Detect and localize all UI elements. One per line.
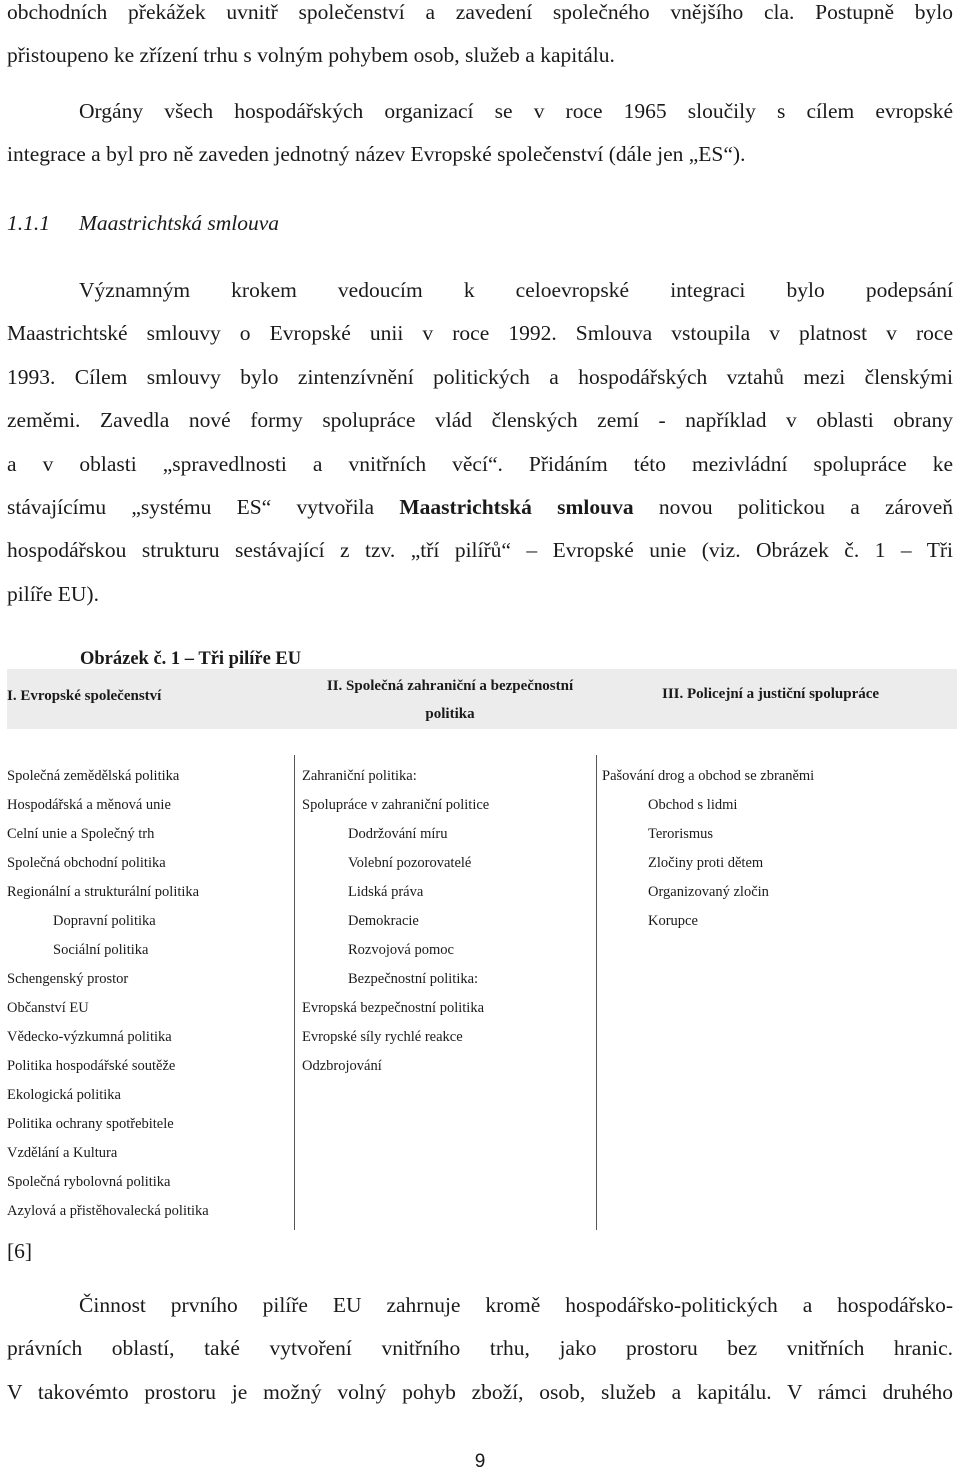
list-item: Občanství EU — [7, 1000, 89, 1016]
list-item: Sociální politika — [53, 942, 149, 958]
bold-term: Maastrichtská smlouva — [399, 495, 634, 520]
text-line: hospodářskou strukturu sestávající z tzv. „tří pilířů“ – Evropské unie (viz. Obrázek č. 1 – Tři — [7, 538, 953, 563]
list-item: Společná zemědělská politika — [7, 768, 180, 784]
list-item: Dopravní politika — [53, 913, 156, 929]
text-line: zeměmi. Zavedla nové formy spolupráce vlád členských zemí - například v oblasti obrany — [7, 408, 953, 433]
list-item: Azylová a přistěhovalecká politika — [7, 1203, 209, 1219]
pillar-header — [7, 669, 957, 729]
text-line: integrace a byl pro ně zaveden jednotný název Evropské společenství (dále jen „ES“). — [7, 142, 746, 167]
list-item: Spolupráce v zahraniční politice — [302, 797, 490, 813]
list-item: Demokracie — [348, 913, 419, 929]
pillar2-list — [302, 762, 489, 1081]
paragraph-maastricht — [7, 269, 953, 616]
list-item: Hospodářská a měnová unie — [7, 797, 171, 813]
list-item: Vědecko-výzkumná politika — [7, 1029, 172, 1045]
text-line: Významným krokem vedoucím k celoevropské integraci bylo podepsání — [79, 278, 953, 302]
pillar3-list — [602, 762, 814, 936]
text-line: Orgány všech hospodářských organizací se v roce 1965 sloučily s cílem evropské — [79, 99, 953, 123]
list-item: Rozvojová pomoc — [348, 942, 454, 958]
figure-caption: Obrázek č. 1 – Tři pilíře EU — [80, 649, 302, 669]
list-item: Bezpečnostní politika: — [348, 971, 479, 987]
text-line: přistoupeno ke zřízení trhu s volným pohybem osob, služeb a kapitálu. — [7, 43, 615, 68]
pillar2-title: II. Společná zahraniční a bezpečnostní politika — [326, 678, 574, 722]
column-divider — [596, 755, 597, 1230]
list-item: Zahraniční politika: — [302, 768, 417, 784]
list-item: Politika ochrany spotřebitele — [7, 1116, 174, 1132]
text-line: 1993. Cílem smlouvy bylo zintenzívnění politických a hospodářských vztahů mezi členskými — [7, 364, 953, 389]
list-item: Evropské síly rychlé reakce — [302, 1029, 463, 1045]
list-item: Společná obchodní politika — [7, 855, 166, 871]
list-item: Dodržování míru — [348, 826, 448, 842]
pillar1-title: I. Evropské společenství — [7, 688, 162, 704]
paragraph-first-pillar — [7, 1284, 953, 1414]
page-number: 9 — [474, 1451, 486, 1472]
list-item: Korupce — [648, 913, 698, 929]
list-item: Regionální a strukturální politika — [7, 884, 200, 900]
list-item: Obchod s lidmi — [648, 797, 738, 813]
list-item: Společná rybolovná politika — [7, 1174, 171, 1190]
list-item: Politika hospodářské soutěže — [7, 1058, 176, 1074]
text-line: a v oblasti „spravedlnosti a vnitřních věcí“. Přidáním této mezivládní spolupráce ke — [7, 451, 953, 476]
text-line: V takovémto prostoru je možný volný pohyb zboží, osob, služeb a kapitálu. V rámci druhého — [7, 1379, 953, 1404]
text-line: Činnost prvního pilíře EU zahrnuje kromě hospodářsko-politických a hospodářsko- — [79, 1293, 953, 1317]
list-item: Pašování drog a obchod se zbraněmi — [602, 768, 815, 784]
list-item: Odzbrojování — [302, 1058, 382, 1074]
paragraph-intro — [7, 0, 953, 78]
section-title: Maastrichtská smlouva — [79, 211, 280, 235]
list-item: Volební pozorovatelé — [348, 855, 472, 871]
list-item: Zločiny proti dětem — [648, 855, 764, 871]
paragraph-organs — [7, 90, 953, 177]
text-line: obchodních překážek uvnitř společenství a zavedení společného vnějšího cla. Postupně bylo — [7, 0, 953, 24]
list-item: Schengenský prostor — [7, 971, 129, 987]
text-line: právních oblastí, také vytvoření vnitřního trhu, jako prostoru bez vnitřních hranic. — [7, 1336, 953, 1361]
list-item: Organizovaný zločin — [648, 884, 769, 900]
list-item: Lidská práva — [348, 884, 424, 900]
text-line: stávajícímu „systému ES“ vytvořila Maastrichtská smlouva novou politickou a zároveň — [7, 495, 954, 520]
column-divider — [294, 755, 295, 1230]
pillar1-list — [7, 762, 209, 1226]
list-item: Ekologická politika — [7, 1087, 121, 1103]
list-item: Terorismus — [648, 826, 714, 842]
list-item: Vzdělání a Kultura — [7, 1145, 118, 1161]
text-line: pilíře EU). — [7, 581, 99, 606]
reference-marker: [6] — [7, 1239, 33, 1263]
pillar3-title: III. Policejní a justiční spolupráce — [662, 686, 880, 702]
list-item: Celní unie a Společný trh — [7, 826, 155, 842]
text-line: Maastrichtské smlouvy o Evropské unii v roce 1992. Smlouva vstoupila v platnost v roce — [7, 321, 953, 346]
list-item: Evropská bezpečnostní politika — [302, 1000, 485, 1016]
section-number: 1.1.1 — [7, 211, 50, 235]
section-heading — [7, 205, 279, 241]
